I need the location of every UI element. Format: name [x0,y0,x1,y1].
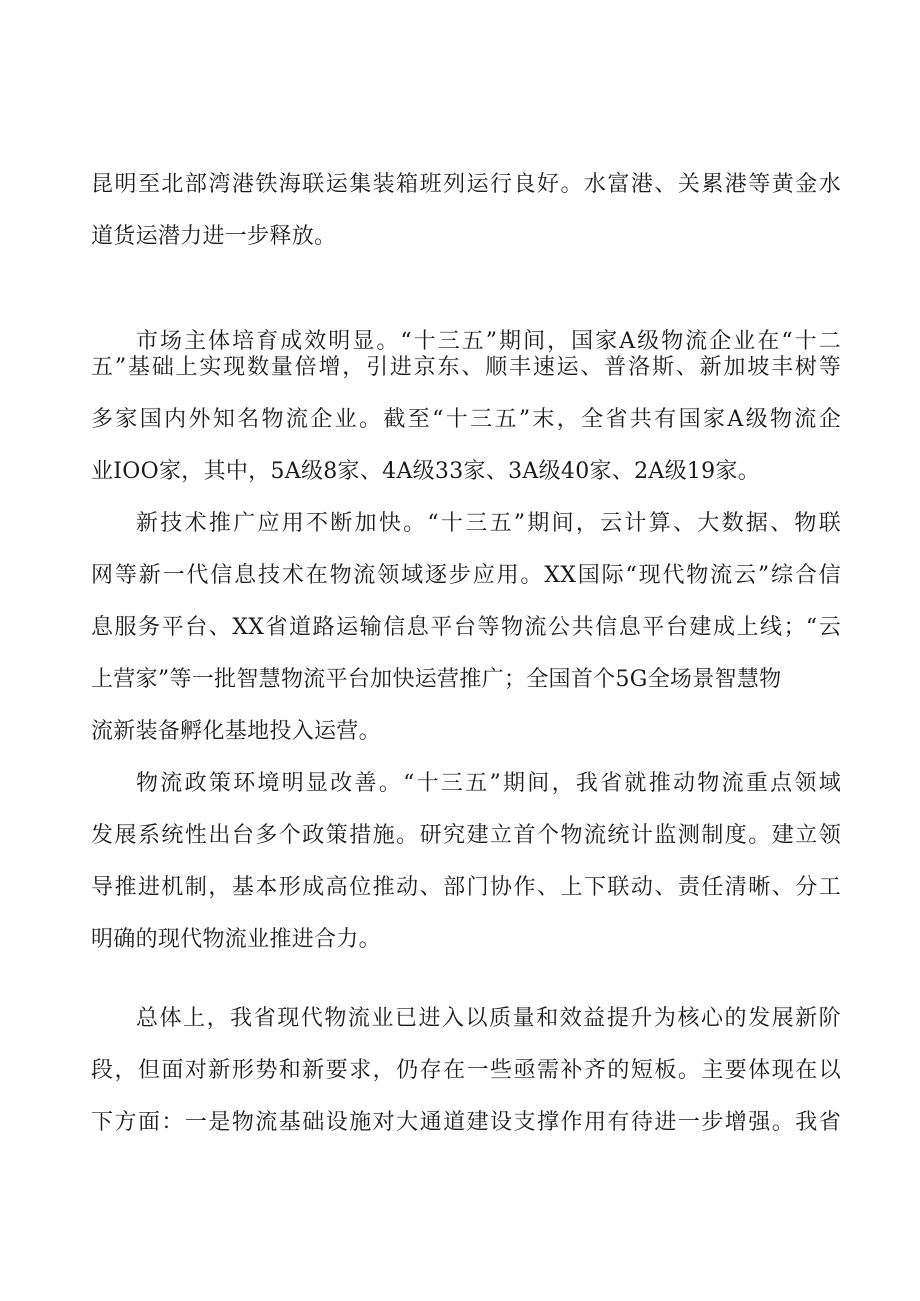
paragraph-1-line-1: 昆明至北部湾港铁海联运集装箱班列运行良好。水富港、关累港等黄金水 [91,172,841,197]
paragraph-4-line-4: 明确的现代物流业推进合力。 [91,927,381,952]
paragraph-5-line-1: 总体上，我省现代物流业已进入以质量和效益提升为核心的发展新阶 [136,1006,841,1031]
paragraph-2-line-1: 市场主体培育成效明显。“十三五”期间，国家A级物流企业在“十二 [136,329,841,354]
paragraph-3-line-2: 网等新一代信息技术在物流领域逐步应用。XX国际“现代物流云”综合信 [91,563,841,588]
paragraph-5-line-3: 下方面：一是物流基础设施对大通道建设支撑作用有待进一步增强。我省 [91,1110,841,1135]
paragraph-3-line-1: 新技术推广应用不断加快。“十三五”期间，云计算、大数据、物联 [136,511,841,536]
paragraph-3-line-4: 上营家”等一批智慧物流平台加快运营推广；全国首个5G全场景智慧物 [91,667,782,692]
paragraph-2-line-2: 五”基础上实现数量倍增，引进京东、顺丰速运、普洛斯、新加坡丰树等 [91,355,841,380]
paragraph-3-line-5: 流新装备孵化基地投入运营。 [91,719,381,744]
paragraph-1-line-2: 道货运潜力进一步释放。 [91,224,337,249]
paragraph-2-line-4: 业IOO家，其中，5A级8家、4A级33家、3A级40家、2A级19家。 [91,459,761,484]
paragraph-5-line-2: 段，但面对新形势和新要求，仍存在一些亟需补齐的短板。主要体现在以 [91,1058,841,1083]
paragraph-4-line-3: 导推进机制，基本形成高位推动、部门协作、上下联动、责任清晰、分工 [91,875,841,900]
paragraph-4-line-1: 物流政策环境明显改善。“十三五”期间，我省就推动物流重点领域 [136,771,841,796]
paragraph-2-line-3: 多家国内外知名物流企业。截至“十三五”末，全省共有国家A级物流企 [91,407,841,432]
paragraph-3-line-3: 息服务平台、XX省道路运输信息平台等物流公共信息平台建成上线；“云 [91,615,841,640]
paragraph-4-line-2: 发展系统性出台多个政策措施。研究建立首个物流统计监测制度。建立领 [91,823,841,848]
